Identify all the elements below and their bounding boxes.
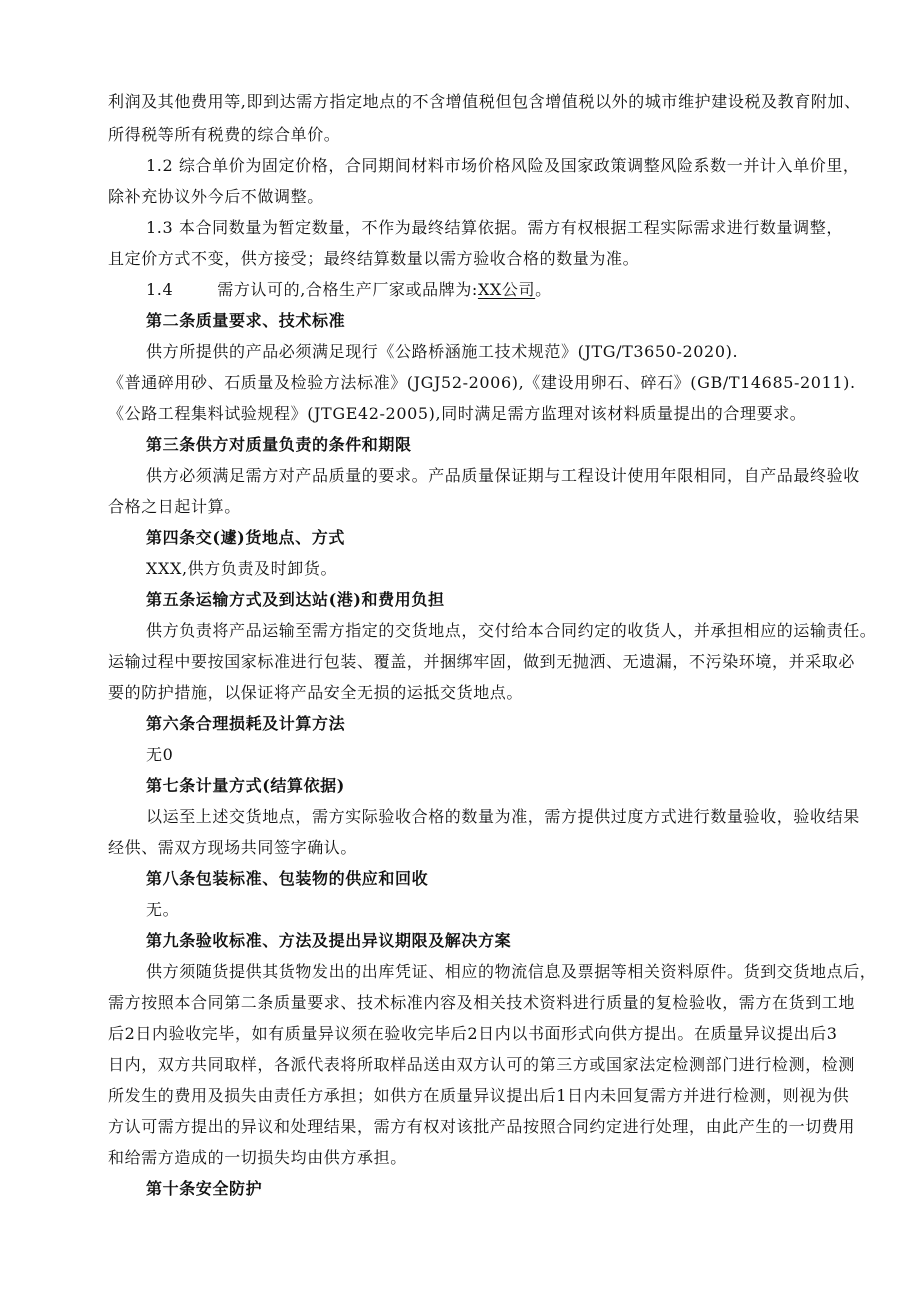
paragraph-line: 1.2 综合单价为固定价格，合同期间材料市场价格风险及国家政策调整风险系数一并计入单价里，	[146, 156, 860, 175]
paragraph-line: 日内，双方共同取样，各派代表将所取样品送由双方认可的第三方或国家法定检测部门进行检测，检测	[108, 1055, 856, 1074]
paragraph-line: 无0	[146, 745, 174, 764]
section-heading: 第五条运输方式及到达站(港)和费用负担	[146, 590, 445, 609]
section-heading: 第四条交(遽)货地点、方式	[146, 528, 345, 547]
paragraph-line: 以运至上述交货地点，需方实际验收合格的数量为准，需方提供过度方式进行数量验收，验收结果	[146, 807, 860, 826]
section-heading: 第九条验收标准、方法及提出异议期限及解决方案	[146, 931, 512, 950]
paragraph-line: 经供、需双方现场共同签字确认。	[108, 838, 358, 857]
brand-company-name: XX公司	[477, 280, 536, 299]
paragraph-line: 供方须随货提供其货物发出的出库凭证、相应的物流信息及票据等相关资料原件。货到交货地点后，	[146, 962, 877, 981]
section-heading: 第八条包装标准、包装物的供应和回收	[146, 869, 429, 888]
paragraph-line: 利润及其他费用等,即到达需方指定地点的不含增值税但包含增值税以外的城市维护建设税及教育附加、	[108, 92, 861, 111]
paragraph-line: 和给需方造成的一切损失均由供方承担。	[108, 1148, 407, 1167]
paragraph-line: 《普通碎用砂、石质量及检验方法标准》(JGJ52-2006),《建设用卵石、碎石》(GB/T14685-2011).	[108, 373, 856, 392]
paragraph-line: 供方必须满足需方对产品质量的要求。产品质量保证期与工程设计使用年限相同，自产品最终验收	[146, 466, 860, 485]
paragraph-line: 1.3 本合同数量为暂定数量，不作为最终结算依据。需方有权根据工程实际需求进行数量调整，	[146, 218, 843, 237]
paragraph-line: 合格之日起计算。	[108, 497, 241, 516]
paragraph-line: 所发生的费用及损失由责任方承担；如供方在质量异议提出后1日内未回复需方并进行检测，则视为供	[108, 1086, 850, 1105]
section-heading: 第十条安全防护	[146, 1179, 263, 1198]
paragraph-line: 后2日内验收完毕，如有质量异议须在验收完毕后2日内以书面形式向供方提出。在质量异议提出后3	[108, 1024, 838, 1043]
brand-clause-end: 。	[535, 280, 552, 299]
paragraph-line: XXX,供方负责及时卸货。	[146, 559, 338, 578]
paragraph-line: 且定价方式不变，供方接受；最终结算数量以需方验收合格的数量为准。	[108, 249, 640, 268]
section-heading: 第二条质量要求、技术标准	[146, 311, 346, 330]
paragraph-line: 运输过程中要按国家标准进行包装、覆盖，并捆绑牢固，做到无抛洒、无遗漏，不污染环境，并采取必	[108, 652, 856, 671]
paragraph-line: 供方负责将产品运输至需方指定的交货地点，交付给本合同约定的收货人，并承担相应的运输责任。	[146, 621, 877, 640]
paragraph-line: 所得税等所有税费的综合单价。	[108, 125, 341, 144]
clause-number: 1.4	[146, 280, 174, 299]
section-heading: 第三条供方对质量负责的条件和期限	[146, 435, 412, 454]
paragraph-line: 《公路工程集料试验规程》(JTGE42-2005),同时满足需方监理对该材料质量提出的合理要求。	[108, 404, 807, 423]
brand-clause-text: 需方认可的,合格生产厂家或品牌为:	[217, 280, 478, 299]
paragraph-line: 要的防护措施，以保证将产品安全无损的运抵交货地点。	[108, 683, 524, 702]
section-heading: 第六条合理损耗及计算方法	[146, 714, 346, 733]
section-heading: 第七条计量方式(结算依据)	[146, 776, 345, 795]
paragraph-line: 供方所提供的产品必须满足现行《公路桥涵施工技术规范》(JTG/T3650-2020).	[146, 342, 739, 361]
paragraph-line: 除补充协议外今后不做调整。	[108, 187, 324, 206]
paragraph-line: 无。	[146, 900, 180, 919]
paragraph-line: 需方按照本合同第二条质量要求、技术标准内容及相关技术资料进行质量的复检验收，需方在货到工地	[108, 993, 856, 1012]
paragraph-line: 方认可需方提出的异议和处理结果，需方有权对该批产品按照合同约定进行处理，由此产生的一切费用	[108, 1117, 856, 1136]
paragraph-line-brand	[146, 280, 552, 300]
